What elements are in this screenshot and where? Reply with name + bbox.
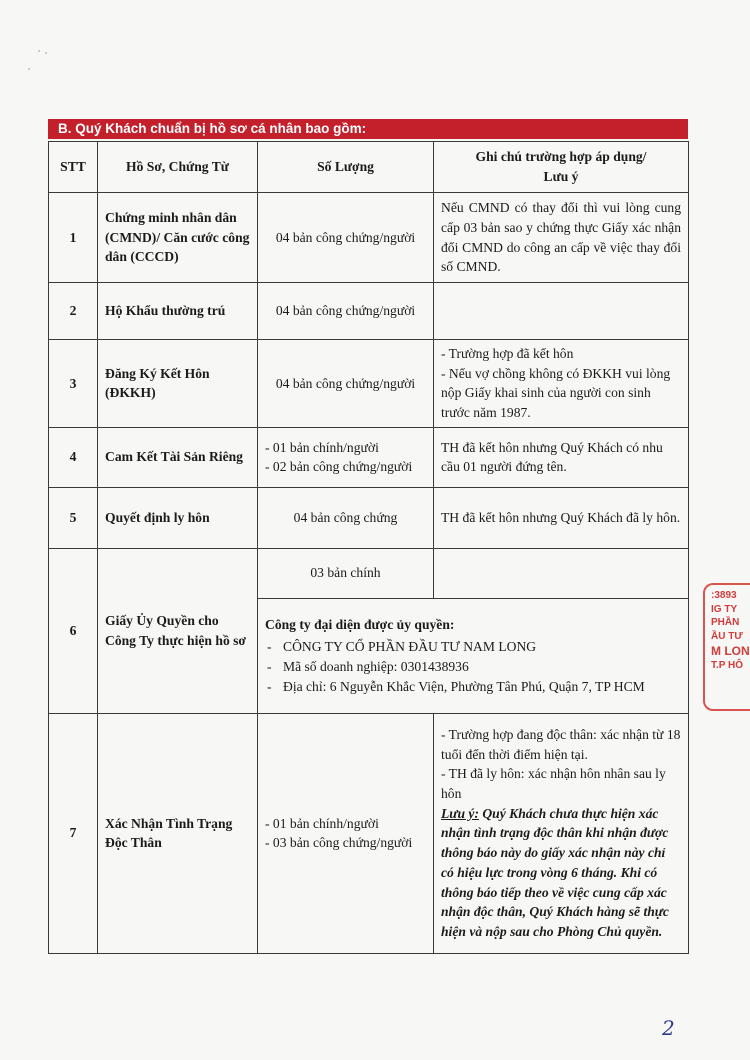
table-row [49, 548, 689, 598]
company-seal-stamp [703, 583, 750, 711]
table-header-row [49, 142, 689, 193]
row-quantity: 04 bản công chứng/người [258, 193, 434, 283]
row-document-name: Chứng minh nhân dân (CMND)/ Căn cước công dân (CCCD) [98, 193, 258, 283]
stamp-text-line: T.P HÔ [711, 660, 744, 672]
row-quantity: 04 bản công chứng/người [258, 340, 434, 428]
stamp-text-line: PHẦN [711, 617, 740, 628]
row-quantity-line: - 01 bản chính/người [265, 439, 379, 455]
row-quantity-line: - 01 bản chính/người [265, 815, 379, 831]
row-stt: 7 [49, 713, 98, 953]
company-name: - CÔNG TY CỔ PHẦN ĐẦU TƯ NAM LONG [265, 637, 681, 657]
row-stt: 3 [49, 340, 98, 428]
stamp-text-line: M LON [711, 644, 750, 658]
header-document: Hồ Sơ, Chứng Từ [98, 142, 258, 193]
stamp-text-line: IG TY [711, 603, 738, 615]
stamp-text-line: :3893 [711, 590, 737, 601]
row-document-name: Hộ Khẩu thường trú [98, 283, 258, 340]
authorized-company-details [265, 637, 681, 696]
authorized-company-cell [258, 598, 689, 713]
company-address: - Địa chỉ: 6 Nguyễn Khắc Viện, Phường Tân Phú, Quận 7, TP HCM [265, 677, 681, 697]
row-quantity-line: - 02 bản công chứng/người [265, 459, 413, 475]
authorized-company-title: Công ty đại diện được ủy quyền: [265, 617, 455, 633]
documents-table [48, 141, 689, 954]
row-note [434, 713, 689, 953]
row-note-line: - TH đã ly hôn: xác nhận hôn nhân sau ly hôn [441, 766, 666, 802]
row-quantity [258, 713, 434, 953]
row-stt: 1 [49, 193, 98, 283]
row-stt: 6 [49, 548, 98, 713]
table-row [49, 283, 689, 340]
row-stt: 5 [49, 487, 98, 548]
row-note [434, 340, 689, 428]
stamp-text-line: ẦU TƯ [711, 630, 743, 642]
row-quantity: 04 bản công chứng [258, 487, 434, 548]
row-quantity: 03 bản chính [258, 548, 434, 598]
row-note-warning-text: Quý Khách chưa thực hiện xác nhận tình trạng độc thân khi nhận được thông báo này do giấy xác nhận này chỉ có hiệu lực trong vòng 6 tháng. Khi có thông báo tiếp theo về việc cung cấp xác nhận độc thân, Quý Khách hàng sẽ thực hiện và nộp sau cho Phòng Chủ quyền. [441, 805, 669, 939]
scan-speck [28, 68, 30, 70]
header-quantity: Số Lượng [258, 142, 434, 193]
row-quantity: 04 bản công chứng/người [258, 283, 434, 340]
row-document-name: Quyết định ly hôn [98, 487, 258, 548]
scan-speck [38, 50, 40, 52]
row-document-name: Cam Kết Tài Sản Riêng [98, 427, 258, 487]
company-tax-code: - Mã số doanh nghiệp: 0301438936 [265, 657, 681, 677]
row-note: TH đã kết hôn nhưng Quý Khách đã ly hôn. [434, 487, 689, 548]
table-row [49, 487, 689, 548]
row-note-line: - Trường hợp đang độc thân: xác nhận từ 18 tuổi đến thời điểm hiện tại. [441, 726, 681, 762]
table-row [49, 427, 689, 487]
row-document-name: Đăng Ký Kết Hôn (ĐKKH) [98, 340, 258, 428]
row-note: TH đã kết hôn nhưng Quý Khách có nhu cầu 01 người đứng tên. [434, 427, 689, 487]
section-title-bar: B. Quý Khách chuẩn bị hồ sơ cá nhân bao gồm: [48, 119, 688, 139]
row-note: Nếu CMND có thay đổi thì vui lòng cung cấp 03 bản sao y chứng thực Giấy xác nhận đổi CMND do công an cấp về việc thay đổi số CMND. [434, 193, 689, 283]
table-row [49, 340, 689, 428]
handwritten-page-number: 2 [662, 1016, 675, 1040]
table-row [49, 713, 689, 953]
header-note [434, 142, 689, 193]
row-note-empty [434, 283, 689, 340]
row-stt: 4 [49, 427, 98, 487]
row-document-name: Xác Nhận Tình Trạng Độc Thân [98, 713, 258, 953]
header-stt: STT [49, 142, 98, 193]
row-quantity [258, 427, 434, 487]
header-note-line-1: Ghi chú trường hợp áp dụng/ [475, 149, 647, 165]
row-note-empty [434, 548, 689, 598]
row-note-line: - Trường hợp đã kết hôn [441, 346, 574, 361]
header-note-line-2: Lưu ý [543, 169, 579, 184]
row-note-warning-label: Lưu ý: [441, 805, 479, 821]
row-note-line: - Nếu vợ chồng không có ĐKKH vui lòng nộp Giấy khai sinh của người con sinh trước năm 1987. [441, 365, 671, 421]
row-note-warning [441, 804, 681, 942]
row-quantity-line: - 03 bản công chứng/người [265, 835, 413, 851]
row-stt: 2 [49, 283, 98, 340]
row-document-name: Giấy Ủy Quyền cho Công Ty thực hiện hồ sơ [98, 548, 258, 713]
scan-speck [45, 52, 47, 54]
table-row [49, 193, 689, 283]
